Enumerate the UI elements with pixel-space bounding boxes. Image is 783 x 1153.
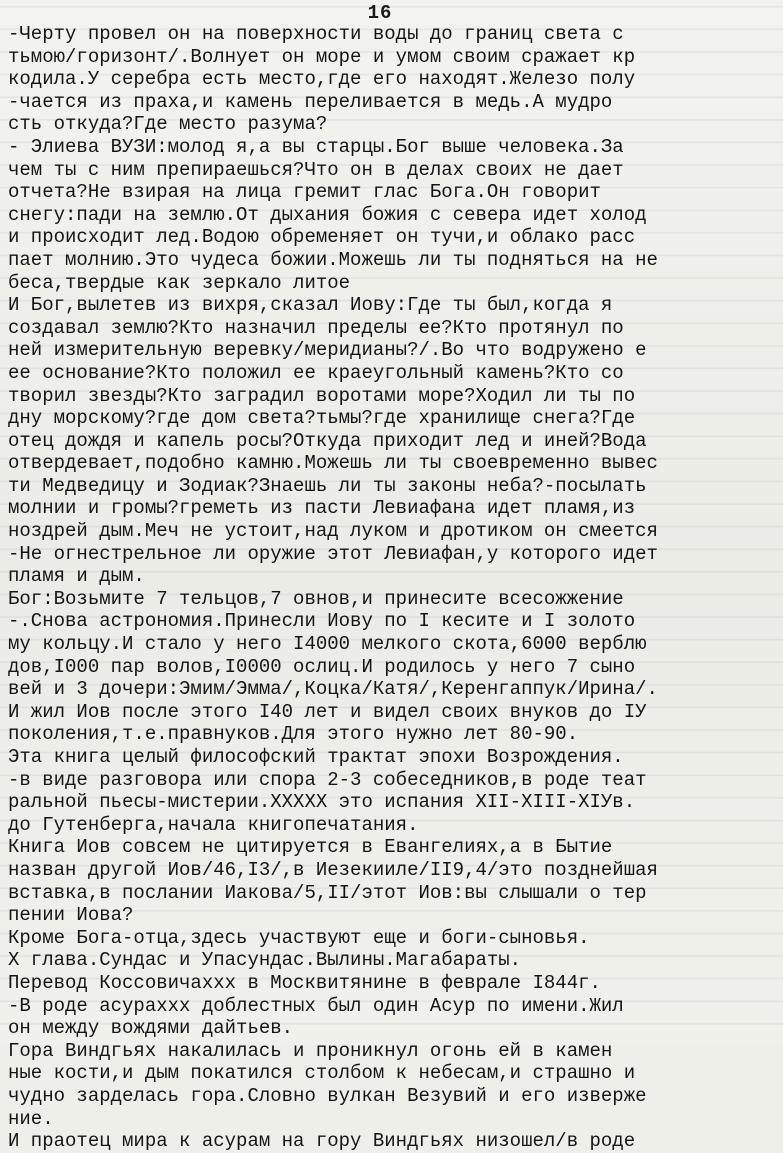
text-line: создавал землю?Кто назначил пределы ее?Кто протянул по: [8, 316, 624, 339]
text-line: Гора Виндгьях накалилась и проникнул огонь ей в камен: [8, 1039, 613, 1062]
text-line: назван другой Иов/46,I3/,в Иезекииле/II9,4/это позднейшая: [8, 858, 658, 881]
text-line: молнии и громы?греметь из пасти Левиафана идет пламя,из: [8, 497, 636, 520]
text-line: Бог:Возьмите 7 тельцов,7 овнов,и принесите всесожжение: [8, 587, 624, 610]
text-line: ральной пьесы-мистерии.XXXXX это испания XII-XIII-XIУв.: [8, 791, 636, 814]
text-line: творил звезды?Кто заградил воротами море?Ходил ли ты по: [8, 384, 636, 407]
text-line: чудно зарделась гора.Словно вулкан Везувий и его изверже: [8, 1084, 647, 1107]
text-line: и происходит лед.Водою обременяет он тучи,и облако расс: [8, 226, 636, 249]
text-line: ти Медведицу и Зодиак?Знаешь ли ты законы неба?-посылать: [8, 474, 647, 497]
text-line: -Не огнестрельное ли оружие этот Левиафан,у которого идет: [8, 542, 658, 565]
text-line: ноздрей дым.Меч не устоит,над луком и дротиком он смеется: [8, 520, 658, 543]
text-line: И праотец мира к асурам на гору Виндгьях низошел/в роде: [8, 1130, 636, 1153]
text-line: Х глава.Сундас и Упасундас.Вылины.Магабараты.: [8, 949, 522, 972]
text-line: поколения,т.е.правнуков.Для этого нужно лет 80-90.: [8, 723, 579, 746]
text-line: дну морскому?где дом света?тьмы?где хранилище снега?Где: [8, 407, 636, 430]
text-line: Кроме Бога-отца,здесь участвуют еще и боги-сыновья.: [8, 926, 590, 949]
text-line: -в виде разговора или спора 2-3 собеседников,в роде теат: [8, 768, 647, 791]
text-line: ее основание?Кто положил ее краеугольный камень?Кто со: [8, 361, 624, 384]
text-line: ние.: [8, 1107, 54, 1130]
text-line: пении Иова?: [8, 904, 134, 927]
text-line: -В роде асураххх доблестных был один Асур по имени.Жил: [8, 994, 624, 1017]
text-line: дов,I000 пар волов,I0000 ослиц.И родилось у него 7 сыно: [8, 655, 636, 678]
text-line: сть откуда?Где место разума?: [8, 113, 328, 136]
text-line: Перевод Коссовичаххх в Москвитянине в феврале I844г.: [8, 971, 601, 994]
text-line: снегу:пади на землю.От дыхания божия с севера идет холод: [8, 203, 647, 226]
text-line: ные кости,и дым покатился столбом к небесам,и страшно и: [8, 1062, 636, 1085]
text-line: вставка,в послании Иакова/5,II/этот Иов:вы слышали о тер: [8, 881, 647, 904]
text-line: пламя и дым.: [8, 565, 145, 588]
text-line: отчета?Не взирая на лица гремит глас Бога.Он говорит: [8, 181, 601, 204]
page-number: 16: [367, 2, 393, 24]
text-line: Эта книга целый философский трактат эпохи Возрождения.: [8, 746, 624, 768]
text-line: пает молнию.Это чудеса божии.Можешь ли ты подняться на не: [8, 248, 658, 271]
text-line: ней измерительную веревку/меридианы?/.Во что водружено е: [8, 339, 647, 362]
text-line: кодила.У серебра есть место,где его находят.Железо полу: [8, 68, 636, 91]
text-line: вей и 3 дочери:Эмим/Эмма/,Коцка/Катя/,Керенгаппук/Ирина/.: [8, 678, 658, 701]
text-line: он между вождями дайтьев.: [8, 1017, 294, 1040]
text-line: - Элиева ВУЗИ:молод я,а вы старцы.Бог выше человека.За: [8, 135, 624, 158]
text-line: тьмою/горизонт/.Волнует он море и умом своим сражает кр: [8, 45, 636, 68]
text-line: -чается из праха,и камень переливается в медь.А мудро: [8, 90, 613, 113]
text-line: отвердевает,подобно камню.Можешь ли ты своевременно вывес: [8, 452, 658, 475]
text-line: му кольцу.И стало у него I4000 мелкого скота,6000 верблю: [8, 633, 647, 656]
page-body: [8, 23, 783, 1153]
text-line: чем ты с ним препираешься?Что он в делах своих не дает: [8, 158, 624, 181]
text-line: до Гутенберга,начала книгопечатания.: [8, 813, 419, 836]
text-line: И Бог,вылетев из вихря,сказал Иову:Где ты был,когда я: [8, 294, 613, 317]
text-line: -.Снова астрономия.Принесли Иову по I кесите и I золото: [8, 610, 636, 633]
text-line: отец дождя и капель росы?Откуда приходит лед и иней?Вода: [8, 429, 647, 452]
text-line: -Черту провел он на поверхности воды до границ света с: [8, 23, 624, 45]
text-line: беса,твердые как зеркало литое: [8, 271, 351, 294]
text-line: И жил Иов после этого I40 лет и видел своих внуков до IУ: [8, 700, 647, 723]
text-line: Книга Иов совсем не цитируется в Евангелиях,а в Бытие: [8, 836, 613, 859]
